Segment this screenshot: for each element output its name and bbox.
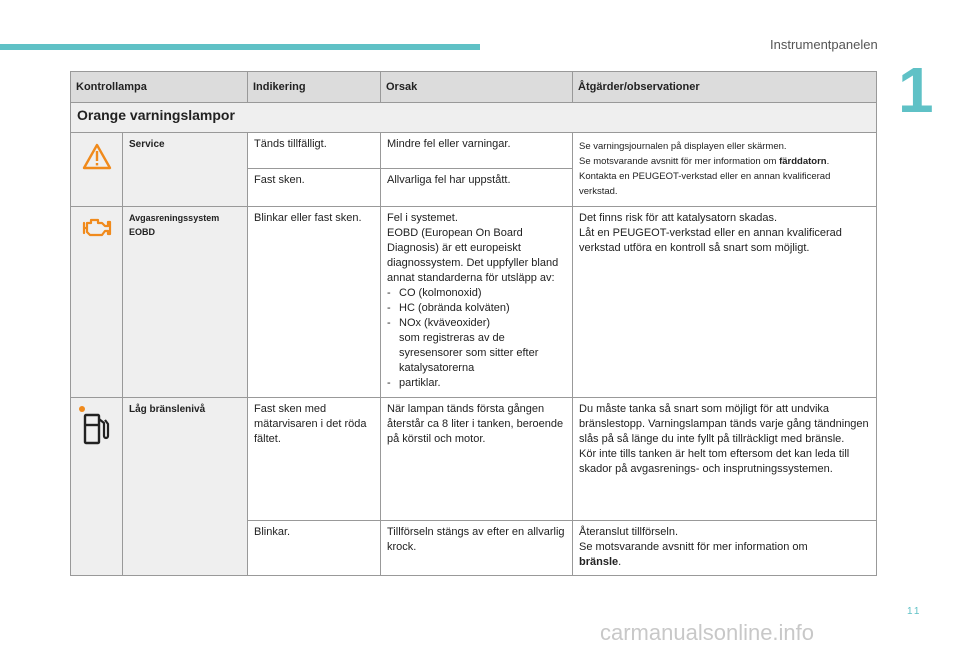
action-line — [579, 555, 870, 570]
action-cell — [573, 521, 877, 576]
column-header: Kontrollampa — [71, 72, 248, 103]
list-item: - HC (obrända kolväten) — [387, 302, 510, 314]
engine-icon — [81, 215, 113, 239]
watermark-text: carmanualsonline.info — [600, 620, 815, 645]
fuel-icon-cell — [71, 398, 123, 576]
indication-cell: Blinkar. — [248, 521, 381, 576]
table-header-row — [71, 72, 877, 103]
action-text: . — [618, 556, 622, 568]
action-bold-term: färddatorn — [779, 156, 827, 167]
list-text: NOx (kväveoxider) — [399, 317, 491, 329]
page-number: 11 — [907, 606, 922, 617]
section-row — [71, 103, 877, 133]
table-row — [71, 398, 877, 521]
action-line: Återanslut tillförseln. — [579, 526, 679, 538]
action-line: Låt en PEUGEOT-verkstad eller en annan kvalificerad verkstad utföra en kontroll så snart som möjligt. — [579, 227, 842, 254]
cause-cell — [381, 207, 573, 398]
action-cell — [573, 133, 877, 207]
column-header: Åtgärder/observationer — [573, 72, 877, 103]
action-line: Kör inte tills tanken är helt tom eftersom det kan leda till skador på avgasrenings- och insprutningssystemen. — [579, 448, 850, 475]
cause-cell: Tillförseln stängs av efter en allvarlig krock. — [381, 521, 573, 576]
cause-intro: Fel i systemet. — [387, 212, 458, 224]
status-dot — [79, 406, 85, 412]
cause-text: EOBD (European On Board Diagnosis) är ett europeiskt diagnossystem. Det uppfyller bland annat standarderna för utsläpp av: — [387, 227, 559, 284]
list-continuation: som registreras av de syresensorer som sitter efter katalysatorerna — [399, 332, 539, 374]
list-text: CO (kolmonoxid) — [399, 287, 482, 299]
list-text: partiklar. — [399, 377, 441, 389]
action-line: Du måste tanka så snart som möjligt för att undvika bränslestopp. Varningslampan tänds varje gång tändningen slås på så länge du inte fyllt på tillräckligt med bränsle. — [579, 403, 869, 445]
action-line: Kontakta en PEUGEOT-verkstad eller en annan kvalificerad verkstad. — [579, 171, 831, 197]
chapter-number: 1 — [898, 54, 934, 126]
action-text: Se motsvarande avsnitt för mer information om — [579, 156, 780, 167]
list-item: - CO (kolmonoxid) — [387, 287, 482, 299]
action-line — [579, 154, 870, 169]
list-item: - partiklar. — [387, 377, 441, 389]
cause-cell: Allvarliga fel har uppstått. — [381, 169, 573, 207]
lamp-name: Service — [123, 133, 248, 207]
indication-cell: Blinkar eller fast sken. — [248, 207, 381, 398]
cause-cell: När lampan tänds första gången återstår ca 8 liter i tanken, beroende på körstil och motor. — [381, 398, 573, 521]
header-accent-bar — [0, 44, 480, 50]
column-header: Orsak — [381, 72, 573, 103]
column-header: Indikering — [248, 72, 381, 103]
eobd-icon-cell — [71, 207, 123, 398]
lamp-name: Låg bränslenivå — [123, 398, 248, 576]
action-cell — [573, 207, 877, 398]
lamp-name — [123, 207, 248, 398]
action-line: Se varningsjournalen på displayen eller skärmen. — [579, 141, 787, 152]
section-title: Orange varningslampor — [71, 103, 877, 133]
action-cell — [573, 398, 877, 521]
warning-lamps-table — [70, 71, 877, 576]
action-line: Se motsvarande avsnitt för mer information om — [579, 541, 808, 553]
warning-triangle-icon — [82, 143, 112, 170]
indication-cell: Tänds tillfälligt. — [248, 133, 381, 169]
cause-cell: Mindre fel eller varningar. — [381, 133, 573, 169]
action-text: . — [826, 156, 830, 167]
action-bold-term: bränsle — [579, 556, 619, 568]
indication-cell: Fast sken med mätarvisaren i det röda fältet. — [248, 398, 381, 521]
lamp-name-line: EOBD — [129, 227, 156, 237]
fuel-pump-icon — [82, 412, 112, 446]
list-text: HC (obrända kolväten) — [399, 302, 510, 314]
page-header-title: Instrumentpanelen — [770, 37, 878, 52]
action-line: Det finns risk för att katalysatorn skadas. — [579, 212, 778, 224]
lamp-name-line: Avgasreningssystem — [129, 213, 220, 223]
table-row — [71, 133, 877, 169]
list-item: - NOx (kväveoxider) — [387, 317, 491, 329]
table-row — [71, 207, 877, 398]
indication-cell: Fast sken. — [248, 169, 381, 207]
service-icon-cell — [71, 133, 123, 207]
